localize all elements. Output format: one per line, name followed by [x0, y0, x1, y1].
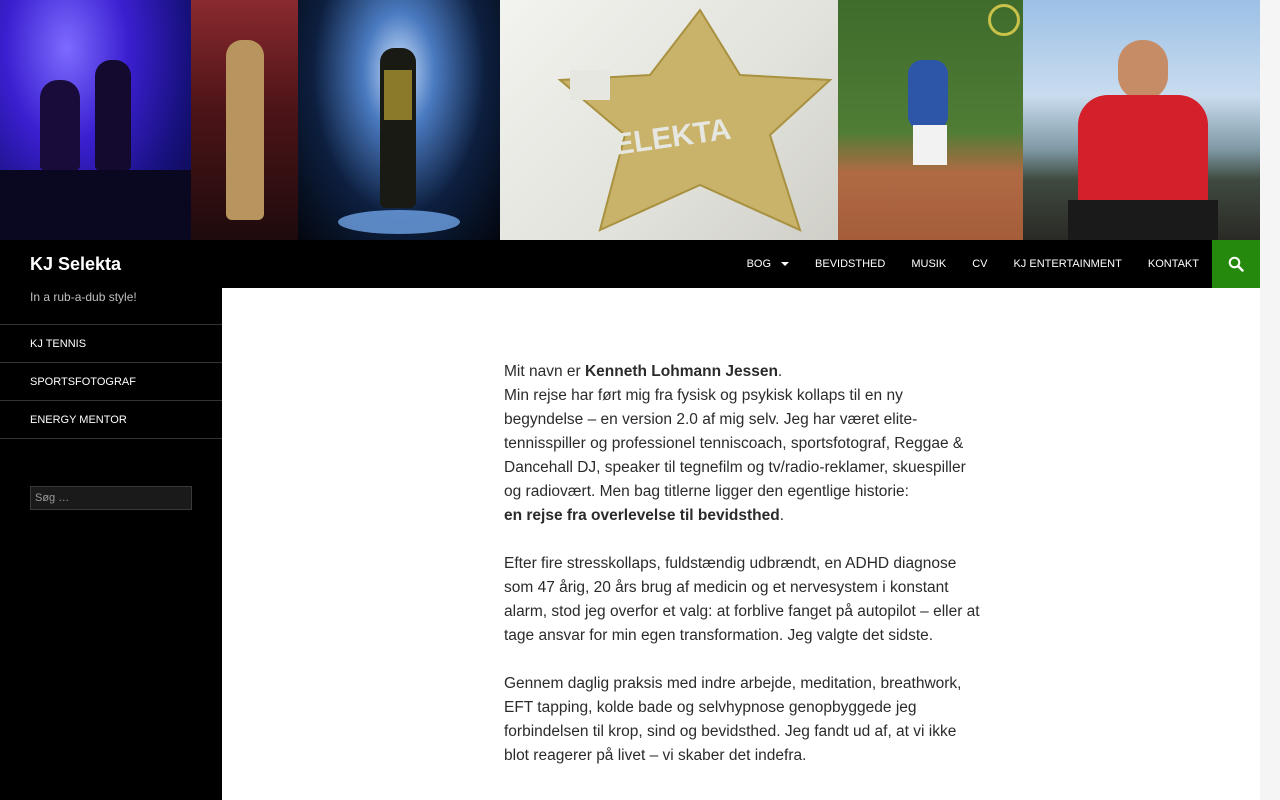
menu-item-bevidsthed[interactable] — [802, 240, 898, 288]
sidebar — [0, 288, 222, 800]
author-name: Kenneth Lohmann Jessen — [584, 363, 778, 380]
menu-item-musik[interactable] — [898, 240, 959, 288]
site-tagline: In a rub-a-dub style! — [30, 290, 137, 304]
punctuation: . — [779, 507, 784, 524]
body-paragraph-3: Gennem daglig praksis med indre arbejde, meditation, breathwork, EFT tapping, kolde bade og selvhypnose genopbyggede jeg forbindelsen til krop, sind og bevidsthed. Jeg fandt ud af, at vi ikke blot reagerer på livet – vi skaber det indefra. — [504, 675, 962, 764]
intro-highlight: en rejse fra overlevelse til bevidsthed — [504, 507, 780, 524]
banner-photo-pendant — [500, 0, 838, 240]
menu-item-label: KONTAKT — [1147, 258, 1199, 270]
banner-photo-concert — [0, 0, 191, 240]
header-banner[interactable] — [0, 0, 1260, 240]
body-paragraph-2: Efter fire stresskollaps, fuldstændig udbrændt, en ADHD diagnose som 47 årig, 20 års brug af medicin og et nervesystem i konstant alarm, stod jeg overfor et valg: at forblive fanget på autopilot – eller at tage ansvar for min egen transformation. Jeg valgte det sidste. — [504, 555, 980, 644]
sidebar-item-kj-tennis[interactable] — [0, 325, 222, 363]
search-icon — [1228, 256, 1244, 272]
menu-item-label: MUSIK — [911, 258, 947, 270]
banner-photo-stage — [191, 0, 298, 240]
punctuation: . — [777, 363, 783, 380]
menu-item-cv[interactable] — [959, 240, 1000, 288]
intro-paragraph — [504, 360, 982, 528]
primary-menu — [734, 240, 1212, 288]
sidebar-item-sportsfotograf[interactable] — [0, 363, 222, 401]
caret-down-icon — [781, 262, 789, 266]
intro-body: Min rejse har ført mig fra fysisk og psykisk kollaps til en ny begyndelse – en version 2.0 af mig selv. Jeg har været elite-tennisspiller og professionel tenniscoach, sportsfotograf, Reggae & Dancehall DJ, speaker til tegnefilm og tv/radio-reklamer, skuespiller og radiovært. Men bag titlerne ligger den egentlige historie: — [504, 387, 966, 500]
masthead — [0, 240, 1260, 288]
banner-photo-tennis — [838, 0, 1023, 240]
entry-content — [504, 360, 982, 792]
svg-text:SELEKTA: SELEKTA — [591, 112, 733, 165]
sidebar-item-label: SPORTSFOTOGRAF — [30, 375, 136, 388]
intro-text: Mit navn er — [504, 363, 585, 380]
menu-item-bog[interactable] — [734, 240, 802, 288]
menu-item-label: KJ ENTERTAINMENT — [1013, 258, 1122, 270]
menu-item-kontakt[interactable] — [1135, 240, 1212, 288]
menu-item-label: CV — [972, 258, 988, 270]
menu-item-label: BOG — [746, 258, 772, 270]
search-toggle-button[interactable] — [1212, 240, 1260, 288]
search-input[interactable] — [30, 486, 192, 510]
page-gutter — [1260, 0, 1280, 800]
menu-item-label: BEVIDSTHED — [815, 258, 886, 270]
sidebar-item-label: ENERGY MENTOR — [30, 413, 127, 426]
banner-photo-portrait — [1023, 0, 1260, 240]
menu-item-kj-entertainment[interactable] — [1000, 240, 1134, 288]
sidebar-item-label: KJ TENNIS — [30, 337, 87, 350]
site-title[interactable]: KJ Selekta — [30, 254, 122, 274]
sidebar-item-energy-mentor[interactable] — [0, 401, 222, 439]
secondary-menu — [0, 324, 222, 439]
banner-photo-spotlight — [298, 0, 500, 240]
main-content — [222, 288, 1260, 800]
